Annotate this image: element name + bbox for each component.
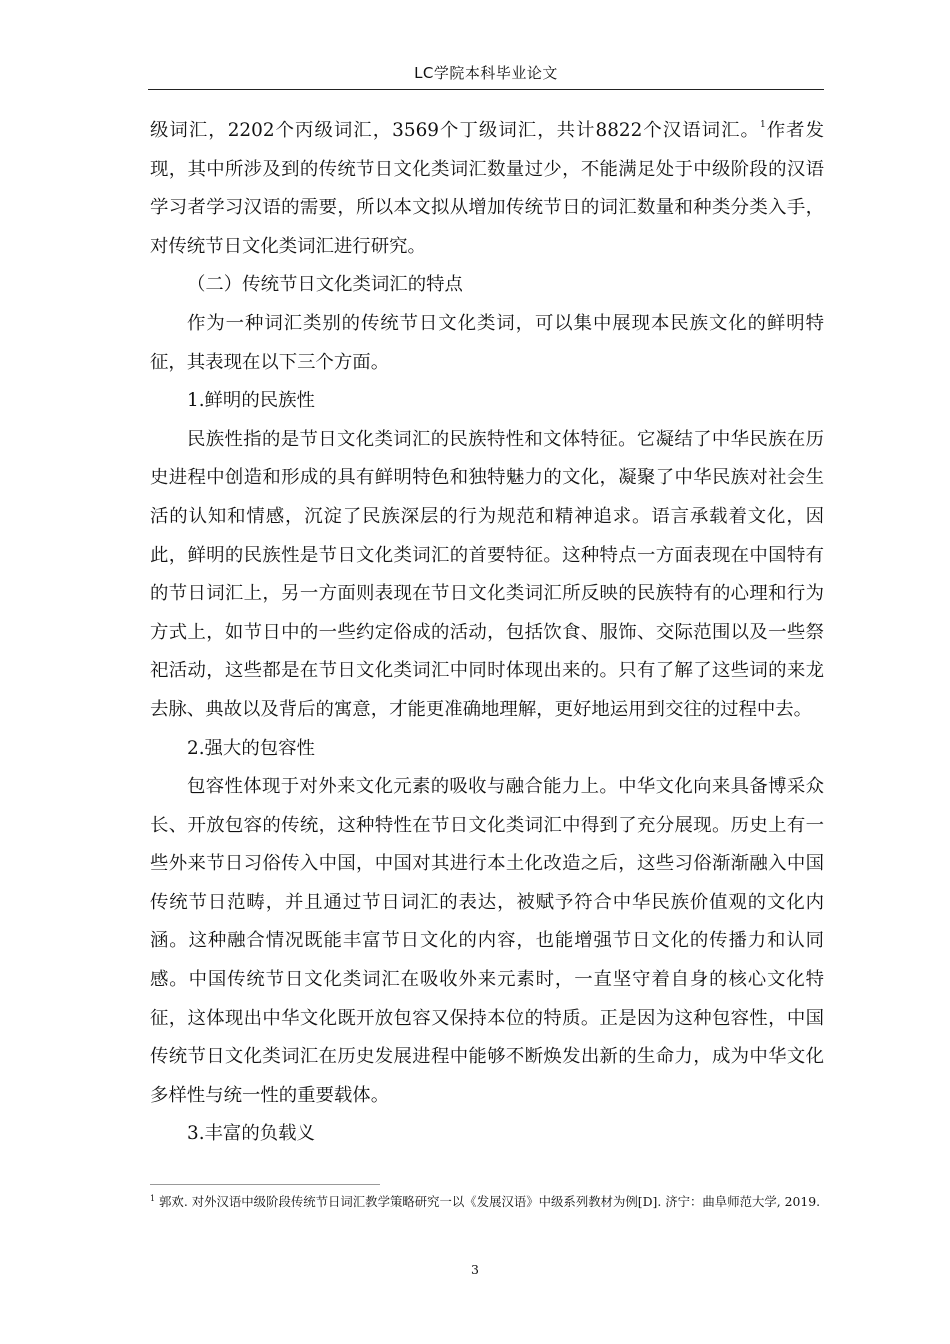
footnote-reference[interactable]: 1 [759,120,766,130]
paragraph: 作为一种词汇类别的传统节日文化类词，可以集中展现本民族文化的鲜明特征，其表现在以下三个方面。 [150,312,824,373]
footnote-rule [150,1184,380,1185]
paragraph: 民族性指的是节日文化类词汇的民族特性和文体特征。它凝结了中华民族在历史进程中创造和形成的具有鲜明特色和独特魅力的文化，凝聚了中华民族对社会生活的认知和情感，沉淀了民族深层的行为规范和精神追求。语言承载着文化，因此，鲜明的民族性是节日文化类词汇的首要特征。这种特点一方面表现在中国特有的节日词汇上，另一方面则表现在节日文化类词汇所反映的民族特有的心理和行为方式上，如节日中的一些约定俗成的活动，包括饮食、服饰、交际范围以及一些祭祀活动，这些都是在节日文化类词汇中同时体现出来的。只有了解了这些词的来龙去脉、典故以及背后的寓意，才能更准确地理解，更好地运用到交往的过程中去。 [150,428,824,720]
paragraph-text: 级词汇，2202个丙级词汇，3569个丁级词汇，共计8822个汉语词汇。 [150,120,760,141]
subsection-heading: 2.强大的包容性 [187,737,315,759]
section-heading: （二）传统节日文化类词汇的特点 [187,274,463,296]
page-number: 3 [471,1262,479,1277]
paragraph: 包容性体现于对外来文化元素的吸收与融合能力上。中华文化向来具备博采众长、开放包容的传统，这种特性在节日文化类词汇中得到了充分展现。历史上有一些外来节日习俗传入中国，中国对其进行本土化改造之后，这些习俗渐渐融入中国传统节日范畴，并且通过节日词汇的表达，被赋予符合中华民族价值观的文化内涵。这种融合情况既能丰富节日文化的内容，也能增强节日文化的传播力和认同感。中国传统节日文化类词汇在吸收外来元素时，一直坚守着自身的核心文化特征，这体现出中华文化既开放包容又保持本位的特质。正是因为这种包容性，中国传统节日文化类词汇在历史发展进程中能够不断焕发出新的生命力，成为中华文化多样性与统一性的重要载体。 [150,776,824,1106]
paragraph-continuation [150,112,824,266]
running-header: LC学院本科毕业论文 [414,64,558,82]
footnote [150,1193,822,1211]
footnote-mark: 1 [150,1194,156,1203]
body-text [150,112,824,1154]
subsection-heading: 3.丰富的负载义 [187,1123,315,1145]
paragraph-text: 作者发现，其中所涉及到的传统节日文化类词汇数量过少，不能满足处于中级阶段的汉语学习者学习汉语的需要，所以本文拟从增加传统节日的词汇数量和种类分类入手，对传统节日文化类词汇进行研究。 [150,120,824,257]
footnote-text: 郭欢. 对外汉语中级阶段传统节日词汇教学策略研究一以《发展汉语》中级系列教材为例[D]. 济宁：曲阜师范大学, 2019. [159,1194,821,1209]
header-rule [148,89,824,90]
subsection-heading: 1.鲜明的民族性 [187,390,315,412]
